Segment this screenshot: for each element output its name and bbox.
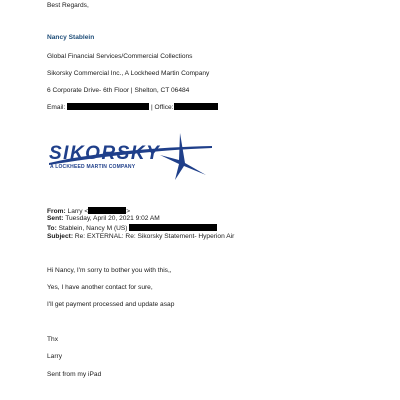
contact-line [47,103,218,112]
sikorsky-logo [47,133,217,181]
redacted-phone [174,103,218,110]
body-line: Hi Nancy, I'm sorry to bother you with this,, [47,267,172,274]
company: Sikorsky Commercial Inc., A Lockheed Martin Company [47,70,210,77]
email-label: Email: [47,104,66,111]
logo-star-icon [160,133,206,180]
to-label: To: [47,225,57,232]
redacted-from-email [88,207,126,214]
body-line: Thx [47,336,58,343]
logo-wordmark: SIKORSKY [49,143,161,164]
logo-tagline: A LOCKHEED MARTIN COMPANY [50,164,136,170]
from-value: Larry < [67,208,89,215]
to-line [47,224,217,233]
to-value: Stablein, Nancy M (US) [58,225,128,232]
from-label: From: [47,208,66,215]
sent-value: Tuesday, April 20, 2021 9:02 AM [65,215,160,222]
sent-label: Sent: [47,215,64,222]
redacted-to-email [129,224,217,231]
subject-label: Subject: [47,233,74,240]
office-label: | Office: [151,104,174,111]
subject-line [47,233,234,241]
body-line: Sent from my iPad [47,371,102,378]
body-line: Yes, I have another contact for sure, [47,284,153,291]
subject-value: Re: EXTERNAL: Re: Sikorsky Statement- Hyperion Air [74,233,235,240]
from-suffix: > [126,208,131,215]
address: 6 Corporate Drive- 6th Floor | Shelton, CT 06484 [47,87,190,94]
sender-name: Nancy Stablein [47,34,95,41]
body-line: I'll get payment processed and update asap [47,301,175,308]
redacted-email [67,103,149,110]
body-line: Larry [47,353,63,360]
department: Global Financial Services/Commercial Collections [47,53,193,60]
sent-line [47,215,160,223]
closing: Best Regards, [47,2,89,9]
